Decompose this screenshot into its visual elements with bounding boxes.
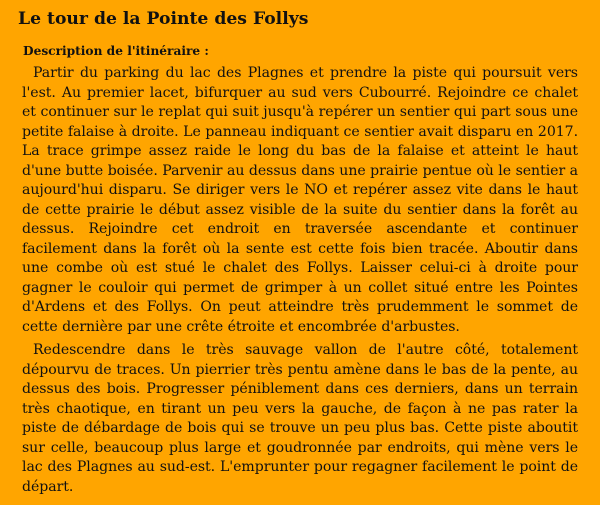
page-title: Le tour de la Pointe des Follys bbox=[18, 9, 309, 29]
route-paragraph-1: Partir du parking du lac des Plagnes et prendre la piste qui poursuit vers l'est. Au premier lacet, bifurquer au sud vers Cubourré. Rejoindre ce chalet et continuer sur le replat qui suit jusqu'à repérer un sentier qui part sous une petite falaise à droite. Le panneau indiquant ce sentier avait disparu en 2017. La trace grimpe assez raide le long du bas de la falaise et atteint le haut d'une butte boisée. Parvenir au dessus dans une prairie pentue où le sentier a aujourd'hui disparu. Se diriger vers le NO et repérer assez vite dans le haut de cette prairie le début assez visible de la suite du sentier dans la forêt au dessus. Rejoindre cet endroit en traversée ascendante et continuer facilement dans la forêt où la sente est cette fois bien tracée. Aboutir dans une combe où est stué le chalet des Follys. Laisser celui-ci à droite pour gagner le couloir qui permet de grimper à un collet situé entre les Pointes d'Ardens et des Follys. On peut atteindre très prudemment le sommet de cette dernière par une crête étroite et encombrée d'arbustes. bbox=[22, 65, 578, 335]
route-paragraph-2: Redescendre dans le très sauvage vallon de l'autre côté, totalement dépourvu de traces. Un pierrier très pentu amène dans le bas de la pente, au dessus des bois. Progresser péniblement dans ces derniers, dans un terrain très chaotique, en tirant un peu vers la gauche, de façon à ne pas rater la piste de débardage de bois qui se trouve un peu plus bas. Cette piste aboutit sur celle, beaucoup plus large et goudronnée par endroits, qui mène vers le lac des Plagnes au sud-est. L'emprunter pour regagner facilement le point de départ. bbox=[22, 342, 578, 495]
section-heading: Description de l'itinéraire : bbox=[23, 44, 209, 58]
